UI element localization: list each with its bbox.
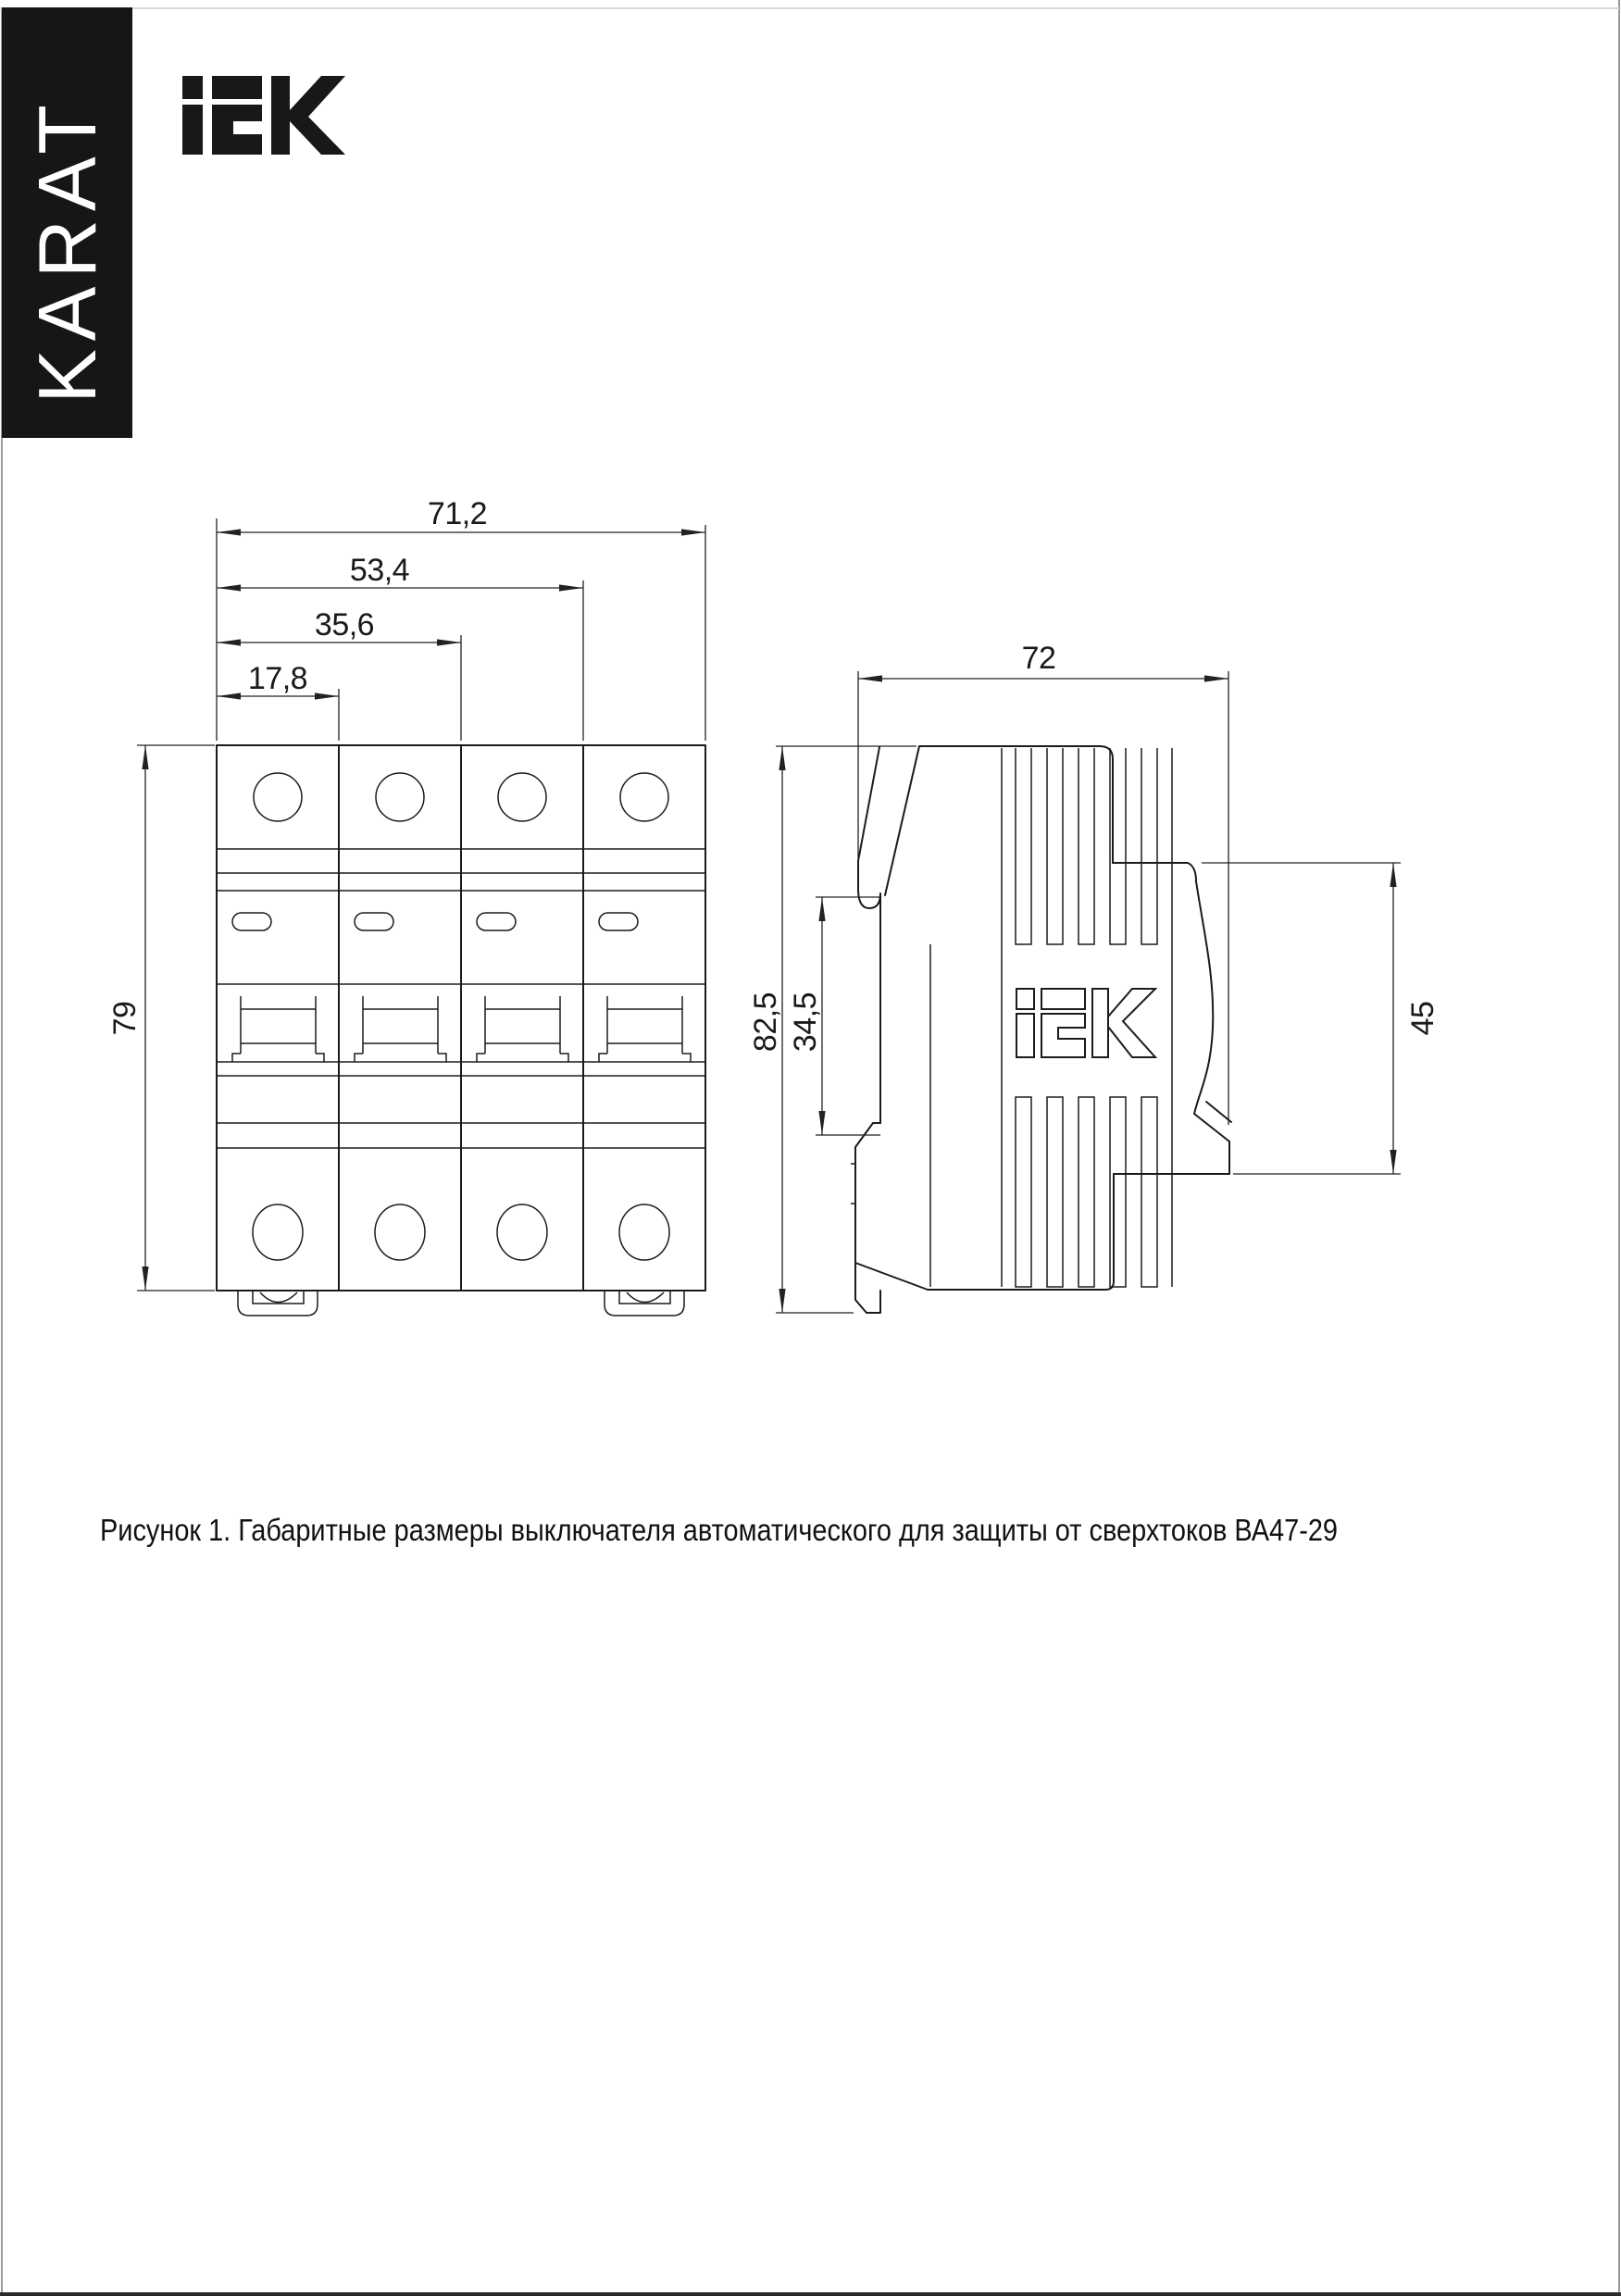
dim-label-din-recess: 34,5: [788, 992, 823, 1053]
dim-label-width-one: 17,8: [247, 661, 308, 696]
iek-logo-letter-i: [182, 76, 203, 155]
karat-banner: [2, 7, 132, 438]
marking-windows: [232, 913, 638, 930]
toggle-lever: [232, 996, 324, 1062]
dim-label-depth: 72: [1021, 641, 1056, 676]
iek-logo-embossed: [1016, 989, 1155, 1057]
toggle-lever: [599, 996, 691, 1062]
dim-label-total-height: 82,5: [748, 992, 783, 1053]
din-clip: [605, 1291, 684, 1316]
iek-logo-letter-e: [212, 76, 262, 155]
terminal-edge: [1194, 881, 1213, 1114]
din-clip-side: [851, 1123, 880, 1313]
din-clip: [238, 1291, 318, 1316]
iek-logo-letter-k: [271, 76, 345, 155]
dim-label-width-three: 53,4: [349, 553, 410, 588]
front-view-drawing: [217, 745, 705, 1316]
dim-label-total-width: 71,2: [427, 496, 488, 531]
dim-label-terminal-zone: 45: [1405, 1001, 1440, 1036]
front-view-dimensions: [107, 496, 705, 1291]
karat-label: KARAT: [21, 96, 113, 404]
terminal-notch: [1194, 1102, 1231, 1142]
dim-label-width-two: 35,6: [314, 607, 375, 643]
iek-logo: [182, 76, 345, 155]
toggle-lever: [355, 996, 446, 1062]
figure-caption: Рисунок 1. Габаритные размеры выключателя автоматического для защиты от сверхтоков ВА47-29: [100, 1513, 1338, 1547]
ventilation-slots-upper: [1016, 748, 1157, 944]
dim-label-front-height: 79: [107, 1001, 143, 1036]
toggle-lever: [477, 996, 568, 1062]
ventilation-slots-lower: [1016, 1097, 1157, 1287]
front-slant: [858, 747, 880, 1123]
side-view-drawing: [851, 746, 1231, 1313]
